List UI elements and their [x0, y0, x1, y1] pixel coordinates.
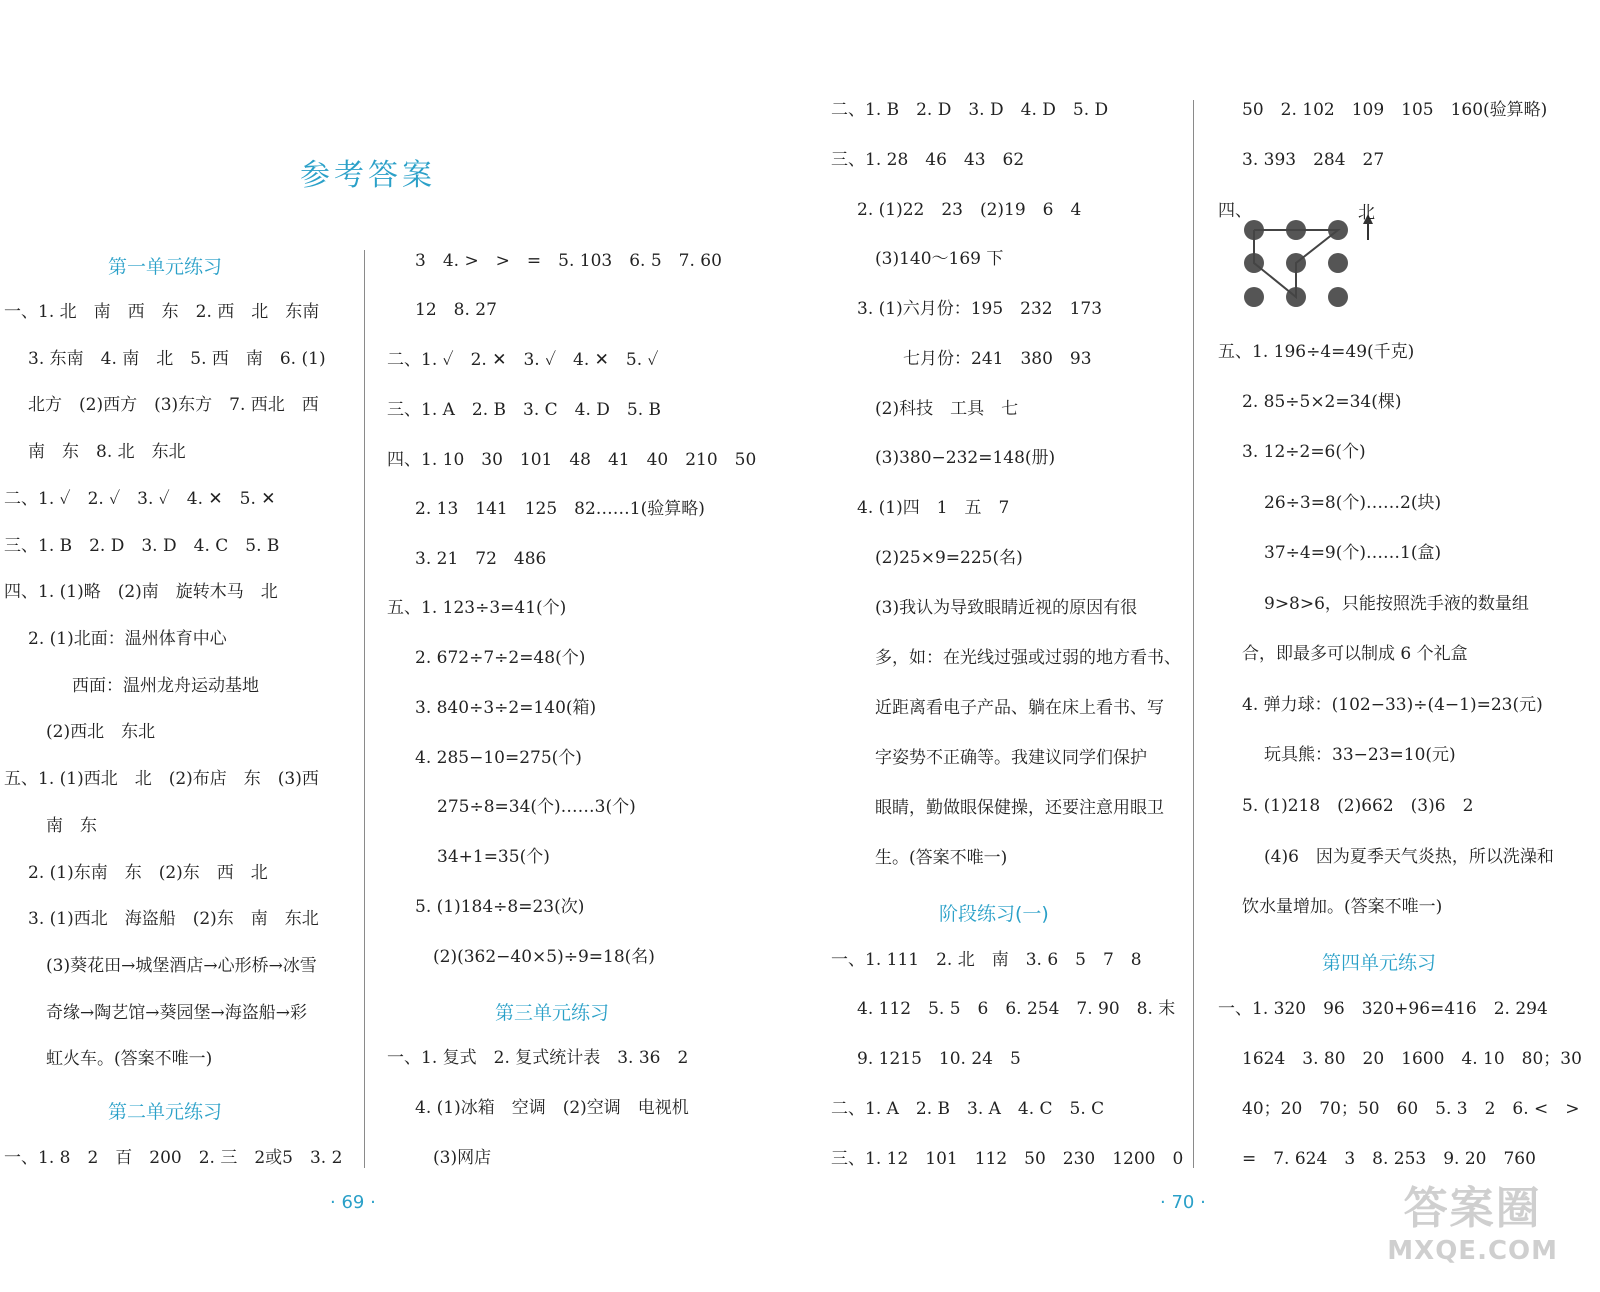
answer-line: 4. 285−10=275(个) [415, 748, 582, 768]
answer-line: 多，如：在光线过强或过弱的地方看书、 [875, 648, 1181, 668]
watermark-logo [1387, 1172, 1558, 1266]
route-line [1254, 230, 1338, 297]
column-divider [1193, 100, 1194, 1168]
section-heading-unit3: 第三单元练习 [495, 1002, 610, 1024]
answer-line: 四、 [1218, 201, 1252, 221]
page-number-right: · 70 · [1160, 1192, 1206, 1213]
answer-line: 50 2. 102 109 105 160(验算略) [1242, 100, 1548, 120]
answer-line: 4. (1)四 1 五 7 [857, 498, 1010, 518]
answer-line: (3)我认为导致眼睛近视的原因有很 [875, 598, 1138, 618]
answer-line: 二、1. ✓ 2. ✓ 3. ✓ 4. ✕ 5. ✕ [4, 489, 276, 509]
answer-line: 三、1. A 2. B 3. C 4. D 5. B [387, 400, 662, 420]
answer-line: 三、1. 12 101 112 50 230 1200 0 [831, 1149, 1184, 1169]
answer-line: 五、1. 196÷4=49(千克) [1218, 342, 1415, 362]
answer-line: 一、1. 8 2 百 200 2. 三 2或5 3. 2 [4, 1148, 343, 1168]
answer-line: 眼睛，勤做眼保健操，还要注意用眼卫 [875, 798, 1164, 818]
grid-dot [1244, 287, 1264, 307]
answer-line: 12 8. 27 [415, 300, 497, 320]
answer-line: 二、1. ✓ 2. ✕ 3. ✓ 4. ✕ 5. ✓ [387, 350, 659, 370]
answer-line: (4)6 因为夏季天气炎热，所以洗澡和 [1264, 847, 1554, 867]
answer-line: 4. 112 5. 5 6 6. 254 7. 90 8. 末 [857, 999, 1176, 1019]
answer-line: 3. 393 284 27 [1242, 150, 1385, 170]
answer-line: 奇缘→陶艺馆→葵园堡→海盗船→彩 [46, 1003, 307, 1023]
answer-line: 1624 3. 80 20 1600 4. 10 80；30 [1242, 1049, 1582, 1069]
answer-line: 3. 840÷3÷2=140(箱) [415, 698, 597, 718]
page-title: 参考答案 [300, 158, 436, 193]
answer-line: 3. 12÷2=6(个) [1242, 442, 1366, 462]
answer-line: 近距离看电子产品、躺在床上看书、写 [875, 698, 1164, 718]
answer-line: 3. 东南 4. 南 北 5. 西 南 6. (1) [28, 349, 326, 369]
answer-line: 3. 21 72 486 [415, 549, 547, 569]
answer-line: 南 东 [46, 816, 97, 836]
answer-line: = 7. 624 3 8. 253 9. 20 760 [1242, 1149, 1536, 1169]
answer-line: 一、1. 320 96 320+96=416 2. 294 [1218, 999, 1548, 1019]
answer-line: 四、1. (1)略 (2)南 旋转木马 北 [4, 582, 278, 602]
answer-line: 34+1=35(个) [437, 847, 550, 867]
watermark-url: MXQE.COM [1387, 1236, 1558, 1266]
answer-line: 9>8>6，只能按照洗手液的数量组 [1264, 594, 1529, 614]
section-heading-stage1: 阶段练习(一) [939, 903, 1049, 925]
answer-line: 饮水量增加。(答案不唯一) [1242, 897, 1443, 917]
dot-grid-diagram [1236, 200, 1406, 310]
answer-line: 4. (1)冰箱 空调 (2)空调 电视机 [415, 1098, 689, 1118]
answer-line: (2)科技 工具 七 [875, 399, 1019, 419]
section-heading-unit4: 第四单元练习 [1322, 952, 1437, 974]
answer-line: 2. 13 141 125 82……1(验算略) [415, 499, 705, 519]
answer-line: 5. (1)184÷8=23(次) [415, 897, 585, 917]
answer-line: 生。(答案不唯一) [875, 848, 1008, 868]
answer-line: 二、1. A 2. B 3. A 4. C 5. C [831, 1099, 1105, 1119]
answer-line: 37÷4=9(个)……1(盒) [1264, 543, 1442, 563]
answer-line: 5. (1)218 (2)662 (3)6 2 [1242, 796, 1474, 816]
answer-line: 七月份：241 380 93 [903, 349, 1092, 369]
answer-line: (2)西北 东北 [46, 722, 156, 742]
answer-line: (2)25×9=225(名) [875, 548, 1023, 568]
grid-dot [1328, 253, 1348, 273]
answer-line: (3)葵花田→城堡酒店→心形桥→冰雪 [46, 956, 317, 976]
answer-line: 合，即最多可以制成 6 个礼盒 [1242, 644, 1468, 664]
answer-line: 四、1. 10 30 101 48 41 40 210 50 [387, 450, 757, 470]
answer-line: 三、1. B 2. D 3. D 4. C 5. B [4, 536, 280, 556]
answer-line: 一、1. 111 2. 北 南 3. 6 5 7 8 [831, 950, 1142, 970]
page-number-left: · 69 · [330, 1192, 376, 1213]
grid-dot [1328, 287, 1348, 307]
answer-line: 275÷8=34(个)……3(个) [437, 797, 636, 817]
answer-line: 一、1. 北 南 西 东 2. 西 北 东南 [4, 302, 320, 322]
answer-line: 40；20 70；50 60 5. 3 2 6. < > [1242, 1099, 1580, 1119]
answer-line: 一、1. 复式 2. 复式统计表 3. 36 2 [387, 1048, 689, 1068]
answer-line: 3 4. > > = 5. 103 6. 5 7. 60 [415, 251, 722, 271]
section-heading-unit2: 第二单元练习 [108, 1101, 223, 1123]
answer-line: 4. 弹力球：(102−33)÷(4−1)=23(元) [1242, 695, 1543, 715]
answer-line: 字姿势不正确等。我建议同学们保护 [875, 748, 1147, 768]
answer-line: (2)(362−40×5)÷9=18(名) [433, 947, 655, 967]
answer-line: 3. (1)西北 海盗船 (2)东 南 东北 [28, 909, 319, 929]
answer-line: 三、1. 28 46 43 62 [831, 150, 1025, 170]
answer-line: 2. 672÷7÷2=48(个) [415, 648, 586, 668]
north-label: 北 [1358, 203, 1375, 223]
answer-line: 南 东 8. 北 东北 [28, 442, 186, 462]
answer-line: 2. (1)北面：温州体育中心 [28, 629, 227, 649]
answer-line: 虹火车。(答案不唯一) [46, 1049, 213, 1069]
answer-line: 3. (1)六月份：195 232 173 [857, 299, 1103, 319]
answer-line: 五、1. 123÷3=41(个) [387, 598, 567, 618]
answer-line: 9. 1215 10. 24 5 [857, 1049, 1021, 1069]
answer-line: 五、1. (1)西北 北 (2)布店 东 (3)西 [4, 769, 319, 789]
answer-line: 二、1. B 2. D 3. D 4. D 5. D [831, 100, 1109, 120]
answer-line: (3)380−232=148(册) [875, 448, 1056, 468]
answer-line: 2. (1)22 23 (2)19 6 4 [857, 200, 1082, 220]
column-divider [364, 250, 365, 1168]
answer-line: 北方 (2)西方 (3)东方 7. 西北 西 [28, 395, 319, 415]
answer-line: 2. 85÷5×2=34(棵) [1242, 392, 1402, 412]
answer-line: (3)网店 [433, 1148, 492, 1168]
answer-line: 26÷3=8(个)……2(块) [1264, 493, 1442, 513]
answer-line: 2. (1)东南 东 (2)东 西 北 [28, 863, 268, 883]
answer-line: (3)140～169 下 [875, 249, 1004, 269]
section-heading-unit1: 第一单元练习 [108, 256, 223, 278]
watermark-text: 答案圈 [1403, 1183, 1542, 1234]
answer-line: 西面：温州龙舟运动基地 [72, 676, 259, 696]
answer-line: 玩具熊：33−23=10(元) [1264, 745, 1456, 765]
